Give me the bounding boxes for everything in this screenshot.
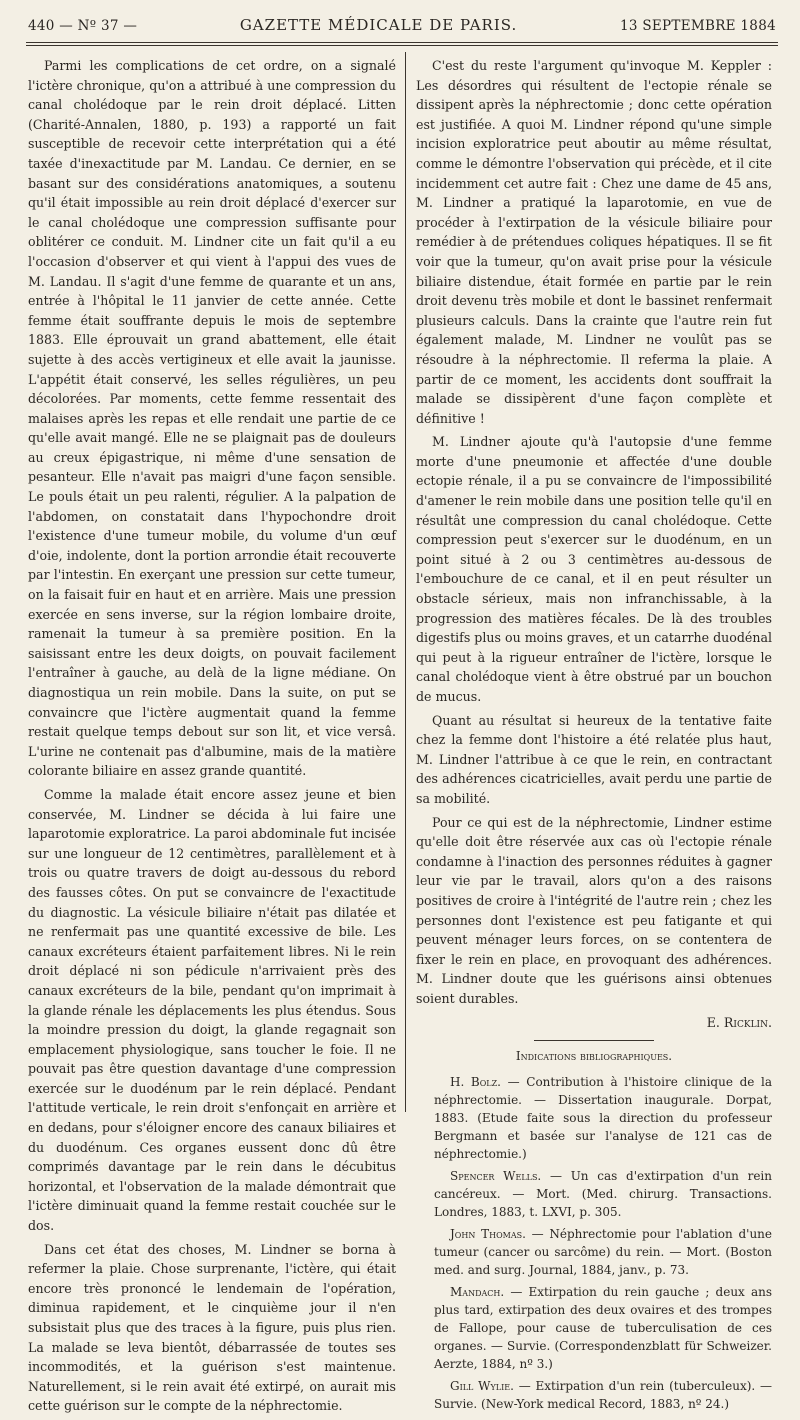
paragraph: C'est du reste l'argument qu'invoque M. Keppler : Les désordres qui résultent de l'ectopie rénale se dissipent après la néphrectomie ; donc cette opération est justifiée. A quoi M. Lindner répond qu'une simple incision exploratrice peut aboutir au même résultat, comme le démontre l'observation qui précède, et il cite incidemment cet autre fait : Chez une dame de 45 ans, M. Lindner a pratiqué la laparotomie, en vue de procéder à l'extirpation de la vésicule biliaire pour remédier à de prétendues coliques hépatiques. Il se fit voir que la tumeur, qu'on avait prise pour la vésicule biliaire distendue, était formée en partie par le rein droit devenu très mobile et dont le bassinet renfermait plusieurs calculs. Dans la crainte que l'autre rein fut également malade, M. Lindner ne voulût pas se résoudre à la néphrectomie. Il referma la plaie. A partir de ce moment, les accidents dont souffrait la malade se dissipèrent d'une façon complète et définitive ! bbox=[416, 58, 772, 426]
bibliography-text: — Extirpation d'un rein (tuberculeux). — Survie. (New-York medical Record, 1883, nº 24.) bbox=[434, 1378, 772, 1411]
page-number: 440 — Nº 37 — bbox=[28, 18, 138, 34]
issue-date: 13 SEPTEMBRE 1884 bbox=[619, 18, 776, 34]
bibliography-author: Gill Wylie. bbox=[450, 1378, 514, 1393]
header-rule bbox=[26, 42, 778, 46]
bibliography-author: H. Bolz. bbox=[450, 1074, 501, 1089]
paragraph: Parmi les complications de cet ordre, on a signalé l'ictère chronique, qu'on a attribué à une compression du canal cholédoque par le rein droit déplacé. Litten (Charité-Annalen, 1880, p. 193) a rapporté un fait susceptible de recevoir cette interprétation qui a été taxée d'inexactitude par M. Landau. Ce dernier, en se basant sur des considérations anatomiques, a soutenu qu'il était impossible au rein droit déplacé d'exercer sur le canal cholédoque une compression suffisante pour oblitérer ce conduit. M. Lindner cite un fait qu'il a eu l'occasion d'observer et qui vient à l'appui des vues de M. Landau. Il s'agit d'une femme de quarante et un ans, entrée à l'hôpital le 11 janvier de cette année. Cette femme était souffrante depuis le mois de septembre 1883. Elle éprouvait un grand abattement, elle était sujette à des accès vertigineux et elle avait la jaunisse. L'appétit était conservé, les selles régulières, un peu décolorées. Par moments, cette femme ressentait des malaises après les repas et elle rendait une partie de ce qu'elle avait mangé. Elle ne se plaignait pas de douleurs au creux épigastrique, ni même d'une sensation de pesanteur. Elle n'avait pas maigri d'une façon sensible. Le pouls était un peu ralenti, régulier. A la palpation de l'abdomen, on constatait dans l'hypochondre droit l'existence d'une tumeur mobile, du volume d'un œuf d'oie, indolente, dont la portion arrondie était recouverte par l'intestin. En exerçant une pression sur cette tumeur, on la faisait fuir en haut et en arrière. Mais une pression exercée en sens inverse, sur la région lombaire droite, ramenait la tumeur à sa première position. En la saisissant entre les deux doigts, on pouvait facilement l'entraîner à gauche, au delà de la ligne médiane. On diagnostiqua un rein mobile. Dans la suite, on put se convaincre que l'ictère augmentait quand la femme restait quelque temps debout sur son lit, et vice versâ. L'urine ne contenait pas d'albumine, mais de la matière colorante biliaire en assez grande quantité. bbox=[28, 58, 396, 779]
bibliography-text: — Néphrectomie pour l'ablation d'une tumeur (cancer ou sarcôme) du rein. — Mort. (Boston med. and surg. Journal, 1884, janv., p. 73. bbox=[434, 1226, 772, 1277]
left-column bbox=[28, 56, 396, 1420]
bibliography-list bbox=[416, 1073, 772, 1413]
bibliography-entry bbox=[416, 1167, 772, 1221]
bibliography-entry bbox=[416, 1073, 772, 1163]
paragraph: Quant au résultat si heureux de la tentative faite chez la femme dont l'histoire a été relatée plus haut, M. Lindner l'attribue à ce que le rein, en contractant des adhérences cicatricielles, avait perdu une partie de sa mobilité. bbox=[416, 712, 772, 806]
page-header bbox=[28, 16, 776, 40]
bibliography-author: Mandach. bbox=[450, 1284, 505, 1299]
column-divider bbox=[405, 52, 406, 1112]
paragraph: Comme la malade était encore assez jeune et bien conservée, M. Lindner se décida à lui faire une laparotomie exploratrice. La paroi abdominale fut incisée sur une longueur de 12 centimètres, parallèlement et à trois ou quatre travers de doigt au-dessous du rebord des fausses côtes. On put se convaincre de l'exactitude du diagnostic. La vésicule biliaire n'était pas dilatée et ne renfermait pas une quantité excessive de bile. Les canaux excréteurs étaient parfaitement libres. Ni le rein droit déplacé ni son pédicule n'arrivaient près des canaux excréteurs de la bile, pendant qu'on imprimait à la glande rénale les déplacements les plus étendus. Sous la moindre pression du doigt, la glande regagnait son emplacement physiologique, sans toucher le foie. Il ne pouvait pas être question davantage d'une compression exercée sur le duodénum par le rein déplacé. Pendant l'attitude verticale, le rein droit s'enfonçait en arrière et en dedans, pour s'éloigner encore des canaux biliaires et du duodénum. Ces organes eussent donc dû être comprimés davantage par le rein dans le décubitus horizontal, et l'observation de la malade démontrait que l'ictère diminuait quand la femme restait couchée sur le dos. bbox=[28, 786, 396, 1234]
bibliography-entry bbox=[416, 1377, 772, 1413]
paragraph: M. Lindner ajoute qu'à l'autopsie d'une femme morte d'une pneumonie et affectée d'une double ectopie rénale, il a pu se convaincre de l'impossibilité d'amener le rein mobile dans une position telle qu'il en résultât une compression du canal cholédoque. Cette compression peut s'exercer sur le duodénum, en un point situé à 2 ou 3 centimètres au-dessous de l'embouchure de ce canal, et il en peut résulter un obstacle sérieux, mais non infranchissable, à la progression des matières fécales. De là des troubles digestifs plus ou moins graves, et un catarrhe duodénal qui peut à la rigueur entraîner de l'ictère, lorsque le canal cholédoque vient à être obstrué par un bouchon de mucus. bbox=[416, 434, 772, 704]
bibliography-text: — Un cas d'extirpation d'un rein cancéreux. — Mort. (Med. chirurg. Transactions. Londres, 1883, t. LXVI, p. 305. bbox=[434, 1168, 772, 1219]
bibliography-entry bbox=[416, 1225, 772, 1279]
paragraph: Dans cet état des choses, M. Lindner se borna à refermer la plaie. Chose surprenante, l'ictère, qui était encore très prononcé le lendemain de l'opération, diminua rapidement, et le cinquième jour il n'en subsistait plus que des traces à la figure, puis plus rien. La malade se leva bientôt, débarrassée de toutes ses incommodités, et la guérison s'est maintenue. Naturellement, si le rein avait été extirpé, on aurait mis cette guérison sur le compte de la néphrectomie. bbox=[28, 1241, 396, 1414]
journal-title: GAZETTE MÉDICALE DE PARIS. bbox=[239, 16, 518, 34]
bibliography-text: — Extirpation du rein gauche ; deux ans plus tard, extirpation des deux ovaires et des trompes de Fallope, pour cause de tuberculisation de ces organes. — Survie. (Correspondenzblatt für Schweizer. Aerzte, 1884, nº 3.) bbox=[434, 1284, 772, 1371]
bibliography-author: John Thomas. bbox=[450, 1226, 526, 1241]
bibliography-text: — Contribution à l'histoire clinique de la néphrectomie. — Dissertation inaugurale. Dorpat, 1883. (Etude faite sous la direction du professeur Bergmann et basée sur l'analyse de 121 cas de néphrectomie.) bbox=[434, 1074, 772, 1161]
bibliography-entry bbox=[416, 1283, 772, 1373]
paragraph: Pour ce qui est de la néphrectomie, Lindner estime qu'elle doit être réservée aux cas où l'ectopie rénale condamne à l'inaction des personnes réduites à gagner leur vie par le travail, alors qu'on a des raisons positives de croire à l'intégrité de l'autre rein ; chez les personnes dont l'existence est peu fatigante et qui peuvent ménager leurs forces, on se contentera de fixer le rein en place, en provoquant des adhérences. M. Lindner doute que les guérisons ainsi obtenues soient durables. bbox=[416, 814, 772, 1006]
author-signature: E. Ricklin. bbox=[706, 1014, 772, 1030]
right-column bbox=[416, 56, 772, 1417]
bibliography-author: Spencer Wells. bbox=[450, 1168, 542, 1183]
section-rule bbox=[534, 1040, 654, 1041]
bibliography-heading: Indications bibliographiques. bbox=[515, 1049, 673, 1064]
